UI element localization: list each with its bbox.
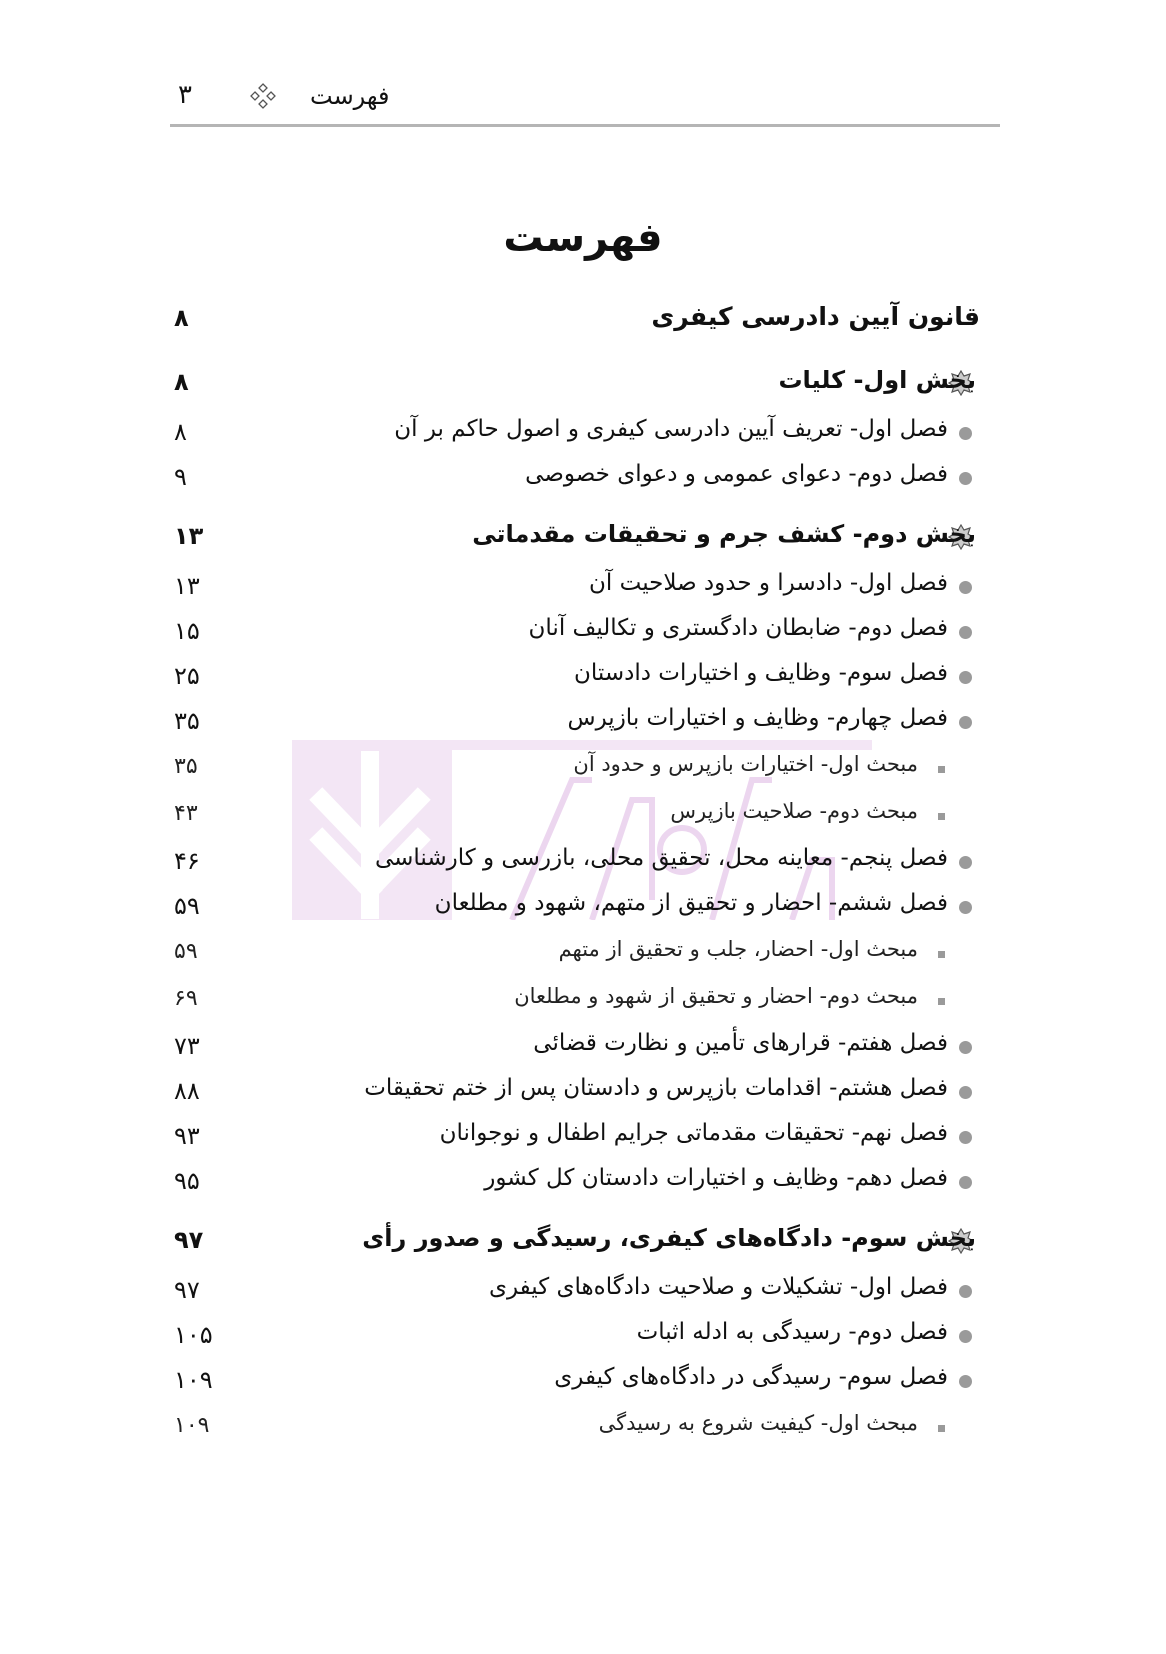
bullet-icon (959, 901, 972, 914)
toc-page-number: ۳۵ (174, 707, 200, 735)
toc-entry-title: مبحث اول- اختیارات بازپرس و حدود آن (573, 752, 918, 776)
bullet-icon (959, 856, 972, 869)
toc-page-number: ۲۵ (174, 662, 200, 690)
toc-page-number: ۹ (174, 463, 187, 491)
toc-page-number: ۴۳ (174, 801, 198, 826)
toc-entry-part[interactable] (170, 364, 1030, 404)
toc-page-number: ۴۶ (174, 847, 200, 875)
toc-page-number: ۹۳ (174, 1122, 200, 1150)
toc-entry-chapter[interactable] (170, 414, 1030, 454)
toc-entry-chapter[interactable] (170, 1272, 1030, 1312)
square-bullet-icon (938, 766, 945, 773)
toc-entry-title: فصل اول- تشکیلات و صلاحیت دادگاه‌های کیفری (488, 1274, 948, 1300)
toc-entry-topic[interactable] (170, 750, 1030, 790)
square-bullet-icon (938, 1425, 945, 1432)
toc-entry-title: فصل دوم- دعوای عمومی و دعوای خصوصی (525, 461, 948, 487)
toc-entry-chapter[interactable] (170, 1362, 1030, 1402)
toc-entry-title: فصل دوم- ضابطان دادگستری و تکالیف آنان (528, 615, 948, 641)
toc-entry-title: فصل هشتم- اقدامات بازپرس و دادستان پس از ختم تحقیقات (364, 1075, 948, 1101)
toc-entry-chapter[interactable] (170, 888, 1030, 928)
toc-entry-title: فصل دوم- رسیدگی به ادله اثبات (636, 1319, 948, 1345)
toc-entry-title: بخش دوم- کشف جرم و تحقیقات مقدماتی (472, 520, 976, 548)
square-bullet-icon (938, 951, 945, 958)
toc-entry-topic[interactable] (170, 935, 1030, 975)
toc-entry-title: فصل سوم- رسیدگی در دادگاه‌های کیفری (554, 1364, 948, 1390)
toc-entry-title: بخش اول- کلیات (778, 366, 976, 394)
toc-page-number: ۷۳ (174, 1032, 200, 1060)
toc-entry-chapter[interactable] (170, 1028, 1030, 1068)
bullet-icon (959, 671, 972, 684)
toc-entry-title: فصل اول- تعریف آیین دادرسی کیفری و اصول حاکم بر آن (394, 416, 948, 442)
bullet-icon (959, 1131, 972, 1144)
toc-entry-title: مبحث دوم- صلاحیت بازپرس (670, 799, 918, 823)
toc-entry-topic[interactable] (170, 982, 1030, 1022)
toc-entry-title: مبحث اول- کیفیت شروع به رسیدگی (598, 1411, 918, 1435)
toc-entry-chapter[interactable] (170, 658, 1030, 698)
bullet-icon (959, 1285, 972, 1298)
bullet-icon (959, 1041, 972, 1054)
bullet-icon (959, 472, 972, 485)
toc-page-number: ۸ (174, 304, 189, 332)
toc-page-number: ۵۹ (174, 939, 198, 964)
toc-entry-chapter[interactable] (170, 1163, 1030, 1203)
toc-page-number: ۱۵ (174, 617, 200, 645)
toc-page-number: ۹۵ (174, 1167, 200, 1195)
toc-page-number: ۸۸ (174, 1077, 200, 1105)
bullet-icon (959, 1086, 972, 1099)
square-bullet-icon (938, 813, 945, 820)
toc-entry-book[interactable] (170, 300, 1030, 340)
toc-page-number: ۶۹ (174, 986, 198, 1011)
toc-entry-chapter[interactable] (170, 703, 1030, 743)
toc-page-number: ۹۷ (174, 1226, 204, 1254)
toc-entry-title: بخش سوم- دادگاه‌های کیفری، رسیدگی و صدور رأی (362, 1224, 976, 1252)
toc-page-number: ۸ (174, 368, 189, 396)
toc-page-number: ۱۰۹ (174, 1413, 210, 1438)
toc-entry-title: فصل ششم- احضار و تحقیق از متهم، شهود و مطلعان (434, 890, 948, 916)
toc-page-number: ۱۰۹ (174, 1366, 213, 1394)
toc-entry-chapter[interactable] (170, 613, 1030, 653)
toc-entry-topic[interactable] (170, 797, 1030, 837)
bullet-icon (959, 626, 972, 639)
toc-page-number: ۵۹ (174, 892, 200, 920)
toc-entry-title: فصل سوم- وظایف و اختیارات دادستان (574, 660, 948, 686)
bullet-icon (959, 1330, 972, 1343)
bullet-icon (959, 1176, 972, 1189)
toc-page-number: ۱۳ (174, 572, 200, 600)
toc-entry-title: فصل اول- دادسرا و حدود صلاحیت آن (589, 570, 948, 596)
bullet-icon (959, 716, 972, 729)
toc-page-number: ۱۰۵ (174, 1321, 213, 1349)
toc-entry-chapter[interactable] (170, 1118, 1030, 1158)
toc-page-number: ۳۵ (174, 754, 198, 779)
toc-entry-title: فصل نهم- تحقیقات مقدماتی جرایم اطفال و نوجوانان (439, 1120, 948, 1146)
toc-entry-chapter[interactable] (170, 1073, 1030, 1113)
bullet-icon (959, 427, 972, 440)
toc-entry-chapter[interactable] (170, 459, 1030, 499)
bullet-icon (959, 1375, 972, 1388)
toc-page-number: ۱۳ (174, 522, 204, 550)
toc-entry-topic[interactable] (170, 1409, 1030, 1449)
toc-entry-title: مبحث دوم- احضار و تحقیق از شهود و مطلعان (514, 984, 918, 1008)
toc-page-number: ۹۷ (174, 1276, 200, 1304)
toc-entry-title: فصل هفتم- قرارهای تأمین و نظارت قضائی (533, 1030, 948, 1056)
toc-entry-part[interactable] (170, 518, 1030, 558)
header-page-number: ۳ (178, 80, 192, 110)
header-title: فهرست (310, 82, 390, 110)
square-bullet-icon (938, 998, 945, 1005)
toc-entry-title: فصل چهارم- وظایف و اختیارات بازپرس (567, 705, 948, 731)
toc-entry-title: فصل دهم- وظایف و اختیارات دادستان کل کشور (484, 1165, 948, 1191)
toc-entry-part[interactable] (170, 1222, 1030, 1262)
bullet-icon (959, 581, 972, 594)
toc-entry-chapter[interactable] (170, 568, 1030, 608)
toc-entry-title: قانون آیین دادرسی کیفری (651, 302, 980, 331)
toc-entry-chapter[interactable] (170, 843, 1030, 883)
toc-entry-chapter[interactable] (170, 1317, 1030, 1357)
page-title: فهرست (503, 215, 663, 261)
toc-entry-title: فصل پنجم- معاینه محل، تحقیق محلی، بازرسی و کارشناسی (374, 845, 948, 871)
toc-page-number: ۸ (174, 418, 187, 446)
toc-entry-title: مبحث اول- احضار، جلب و تحقیق از متهم (558, 937, 918, 961)
